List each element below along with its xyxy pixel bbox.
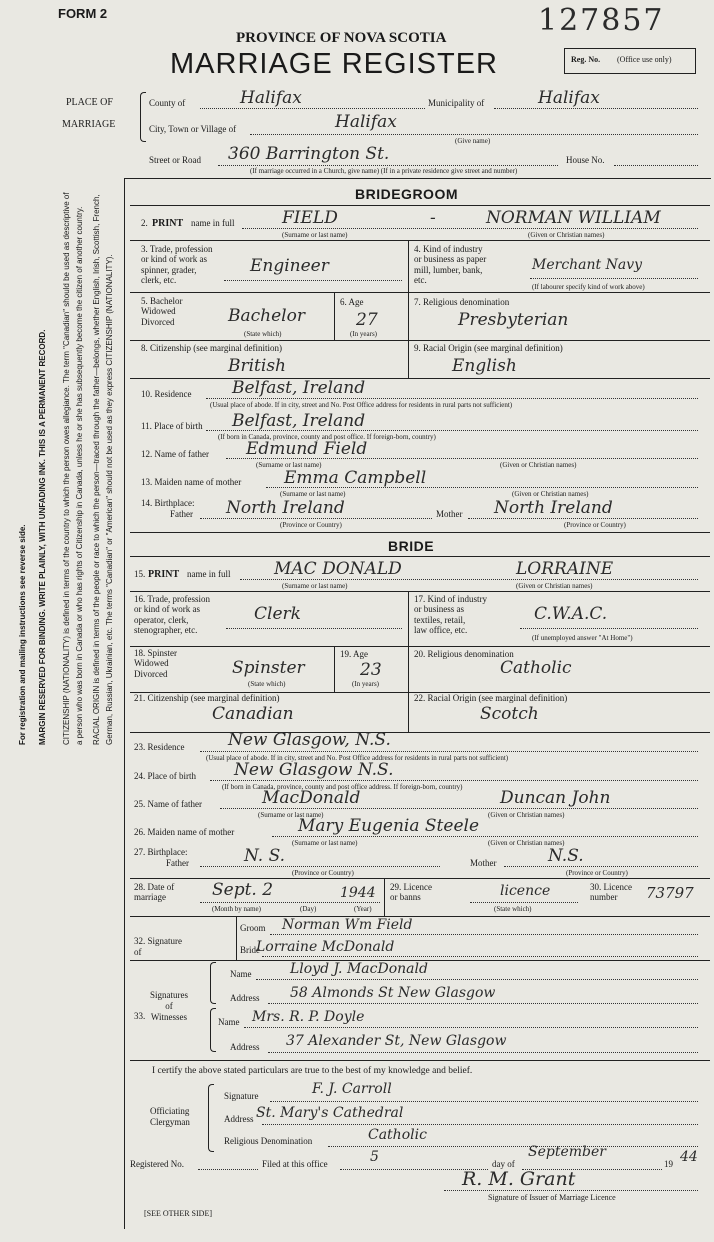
field-25-label: 25. Name of father [134,799,202,809]
field-27-label: 27. Birthplace: [134,847,188,857]
bride-bp-mother: N.S. [548,846,584,866]
w1-name-label: Name [230,969,252,979]
see-other-side: [SEE OTHER SIDE] [144,1209,212,1218]
witness-2-address: 37 Alexander St, New Glasgow [286,1033,507,1049]
groom-trade: Engineer [250,256,329,276]
field-13-caption-given: (Given or Christian names) [512,490,589,498]
given-caption: (Given or Christian names) [528,231,605,239]
field-17-caption: (If unemployed answer "At Home") [532,634,633,642]
day-of-label: day of [492,1159,515,1169]
officiating-label: Officiating Clergyman [150,1106,190,1127]
field-12-caption-surname: (Surname or last name) [256,461,322,469]
county-line [200,108,425,109]
field-2-number: 2. [141,218,148,228]
groom-birth: Belfast, Ireland [232,411,366,431]
bride-religion: Catholic [500,658,572,678]
issuer-caption: Signature of Issuer of Marriage Licence [488,1193,616,1202]
place-brace [140,92,146,142]
month-caption: (Month by name) [212,905,261,913]
field-12-caption-given: (Given or Christian names) [500,461,577,469]
field-19-label: 19. Age [340,649,368,659]
field-11-label: 11. Place of birth [141,421,203,431]
year-caption: (Year) [354,905,372,913]
field-29-label: 29. Licence or banns [390,882,432,903]
page-title: MARRIAGE REGISTER [170,48,498,80]
bride-signature: Lorraine McDonald [256,939,395,955]
sidebar-note-2: MARGIN RESERVED FOR BINDING. WRITE PLAINLY, WITH UNFADING INK. THIS IS A PERMANENT RECORD. [38,329,47,745]
house-label: House No. [566,155,605,165]
witness-1-address: 58 Almonds St New Glasgow [290,985,496,1001]
county-value: Halifax [240,88,302,108]
reg-no-box [564,48,696,74]
field-32-label: 32. Signature of [134,936,182,957]
bride-birth: New Glasgow N.S. [234,760,394,780]
in-years-caption: (In years) [350,330,378,338]
province-heading: PROVINCE OF NOVA SCOTIA [236,30,447,46]
field-14-label: 14. Birthplace: [141,498,195,508]
groom-mother: Emma Campbell [284,468,427,488]
groom-age: 27 [356,310,378,330]
bride-age: 23 [360,660,382,680]
field-26-caption-given: (Given or Christian names) [488,839,565,847]
field-23-label: 23. Residence [134,742,185,752]
state-which-caption: (State which) [244,330,282,338]
licence-number: 73797 [646,884,694,902]
bride-surname-caption: (Surname or last name) [282,582,348,590]
reg-no-label: Reg. No. [571,55,601,64]
groom-father: Edmund Field [246,439,368,459]
form-number: FORM 2 [58,6,108,21]
bride-father-surname: MacDonald [262,788,361,808]
clergy-addr-label: Address [224,1114,254,1124]
witness-2-name: Mrs. R. P. Doyle [252,1009,365,1025]
sidebar-note-5: RACIAL ORIGIN is defined in terms of the people or race to which the person—traced through the father—belongs, whether English, Irish, Scottish, French, [92,194,101,745]
bride-racial: Scotch [480,704,539,724]
field-2-label: name in full [191,218,235,228]
day-caption: (Day) [300,905,317,913]
witness-brace-1 [210,962,216,1004]
house-line [614,165,698,166]
field-2-label-bold: PRINT [152,218,184,229]
surname-caption: (Surname or last name) [282,231,348,239]
bride-sig-label: Bride [240,945,260,955]
field-15-number: 15. [134,569,146,579]
field-33-label: 33. [134,1011,146,1021]
groom-given: NORMAN WILLIAM [486,208,661,228]
marriage-label: MARRIAGE [62,119,116,130]
field-17-label: 17. Kind of industry or business as textiles, retail, law office, etc. [414,594,487,636]
witness-brace-2 [210,1008,216,1052]
clergy-signature: F. J. Carroll [312,1081,392,1097]
licence-state-which: (State which) [494,905,532,913]
witness-1-name: Lloyd J. MacDonald [290,961,428,977]
marriage-year: 1944 [340,885,376,901]
bride-mother: Mary Eugenia Steele [298,816,479,836]
field-14-caption-mother: (Province or Country) [564,521,626,529]
groom-dash: - [430,208,436,228]
municipality-line [494,108,698,109]
bride-residence: New Glasgow, N.S. [228,730,391,750]
city-value: Halifax [335,112,397,132]
field-3-label: 3. Trade, profession or kind of work as spinner, grader, clerk, etc. [141,244,213,286]
field-4-caption: (If labourer specify kind of work above) [532,283,645,291]
registered-label: Registered No. [130,1159,184,1169]
bride-trade: Clerk [254,604,301,624]
sidebar-note-3: CITIZENSHIP (NATIONALITY) is defined in terms of the country to which the person owes allegiance. The term "Canadian" should be used as descriptive of [62,192,71,745]
groom-signature: Norman Wm Field [282,917,413,933]
field-15-label-bold: PRINT [148,569,180,580]
field-25-caption-surname: (Surname or last name) [258,811,324,819]
field-24-caption: (If born in Canada, province, county and post office address. If foreign-born, country) [222,783,463,791]
field-26-label: 26. Maiden name of mother [134,827,235,837]
place-of-label: PLACE OF [66,97,113,108]
give-name-caption: (Give name) [455,137,491,145]
sidebar-note-6: German, Russian, Ukrainian, etc. The terms "Canadian" or "American" should not be used as they express CITIZENSHIP (NATIONALITY). [105,254,114,745]
bride-in-years: (In years) [352,680,380,688]
certify-statement: I certify the above stated particulars are true to the best of my knowledge and belief. [152,1066,473,1076]
field-28-label: 28. Date of marriage [134,882,175,903]
groom-racial: English [452,356,517,376]
field-30-label: 30. Licence number [590,882,632,903]
field-22-label: 22. Racial Origin (see marginal definition) [414,693,568,703]
groom-bp-father: North Ireland [226,498,345,518]
groom-sig-label: Groom [240,923,266,933]
field-27-caption-mother: (Province or Country) [566,869,628,877]
field-10-label: 10. Residence [141,389,192,399]
marriage-date: Sept. 2 [212,880,274,900]
bride-heading: BRIDE [388,538,435,554]
sidebar-note-4: a person who was born in Canada or who has rights of Citizenship in Canada, unless he or she has subsequently become the citizen of another country. [75,206,84,745]
office-use-label: (Office use only) [617,55,672,64]
field-13-caption-surname: (Surname or last name) [280,490,346,498]
city-label: City, Town or Village of [149,124,237,134]
issuer-signature: R. M. Grant [462,1168,576,1190]
filed-day: 5 [370,1149,379,1165]
groom-status: Bachelor [228,306,305,326]
field-25-caption-given: (Given or Christian names) [488,811,565,819]
field-8-label: 8. Citizenship (see marginal definition) [141,343,283,353]
sidebar-note-1: For registration and mailing instructions see reverse side. [18,524,27,745]
bride-bp-father: N. S. [244,846,286,866]
filed-month: September [528,1144,606,1160]
field-20-label: 20. Religious denomination [414,649,514,659]
field-18-label: 18. Spinster Widowed Divorced [134,648,178,679]
witnesses-label: Signatures of Witnesses [150,990,188,1022]
w2-address-label: Address [230,1042,260,1052]
field-4-label: 4. Kind of industry or business as paper mill, lumber, bank, etc. [414,244,487,286]
field-9-label: 9. Racial Origin (see marginal definition) [414,343,563,353]
groom-citizenship: British [228,356,286,376]
field-21-label: 21. Citizenship (see marginal definition) [134,693,280,703]
groom-bp-mother: North Ireland [494,498,613,518]
field-7-label: 7. Religious denomination [414,297,510,307]
field-27-father-label: Father [166,858,189,868]
w1-address-label: Address [230,993,260,1003]
field-14-mother-label: Mother [436,509,463,519]
year-prefix: 19 [664,1159,673,1169]
field-5-label: 5. Bachelor Widowed Divorced [141,296,183,327]
field-24-label: 24. Place of birth [134,771,196,781]
groom-industry: Merchant Navy [532,257,643,273]
clergy-relig-label: Religious Denomination [224,1136,313,1146]
field-12-label: 12. Name of father [141,449,209,459]
field-2-line [242,228,698,229]
bride-citizenship: Canadian [212,704,294,724]
bridegroom-heading: BRIDEGROOM [355,186,458,202]
county-label: County of [149,98,186,108]
field-13-label: 13. Maiden name of mother [141,477,242,487]
field-16-label: 16. Trade, profession or kind of work as operator, clerk, stenographer, etc. [134,594,210,636]
licence-or-banns: licence [500,883,551,899]
bride-given-caption: (Given or Christian names) [516,582,593,590]
municipality-value: Halifax [538,88,600,108]
clergy-brace [208,1084,214,1152]
field-10-caption: (Usual place of abode. If in city, street and No. Post Office address for residents in rural parts not sufficient) [210,401,513,409]
field-27-caption-father: (Province or Country) [292,869,354,877]
field-6-label: 6. Age [340,297,364,307]
groom-surname: FIELD [282,208,338,228]
handwritten-reg-number: 127857 [538,3,665,38]
street-value: 360 Barrington St. [228,144,390,164]
field-26-caption-surname: (Surname or last name) [292,839,358,847]
field-14-father-label: Father [170,509,193,519]
street-caption: (If marriage occurred in a Church, give name) (If in a private residence give street and number) [250,167,518,175]
w2-name-label: Name [218,1017,240,1027]
city-line [250,134,698,135]
rule [130,205,710,206]
bride-given: LORRAINE [516,559,614,579]
groom-residence: Belfast, Ireland [232,378,366,398]
field-27-mother-label: Mother [470,858,497,868]
field-11-caption: (If born in Canada, province, county and post office. If foreign-born, country) [218,433,436,441]
field-23-caption: (Usual place of abode. If in city, street and No. Post Office address for residents in rural parts not sufficient) [206,754,509,762]
filed-year: 44 [680,1149,698,1165]
bride-father-given: Duncan John [500,788,611,808]
field-15-label: name in full [187,569,231,579]
clergy-religion: Catholic [368,1127,427,1143]
bride-state-which: (State which) [248,680,286,688]
bride-industry: C.W.A.C. [534,604,608,624]
bride-status: Spinster [232,658,305,678]
street-line [218,165,558,166]
field-14-caption-father: (Province or Country) [280,521,342,529]
bride-surname: MAC DONALD [274,559,402,579]
clergy-address: St. Mary's Cathedral [256,1105,404,1121]
municipality-label: Municipality of [428,98,485,108]
filed-label: Filed at this office [262,1159,328,1169]
street-label: Street or Road [149,155,201,165]
groom-religion: Presbyterian [458,310,569,330]
clergy-sig-label: Signature [224,1091,259,1101]
